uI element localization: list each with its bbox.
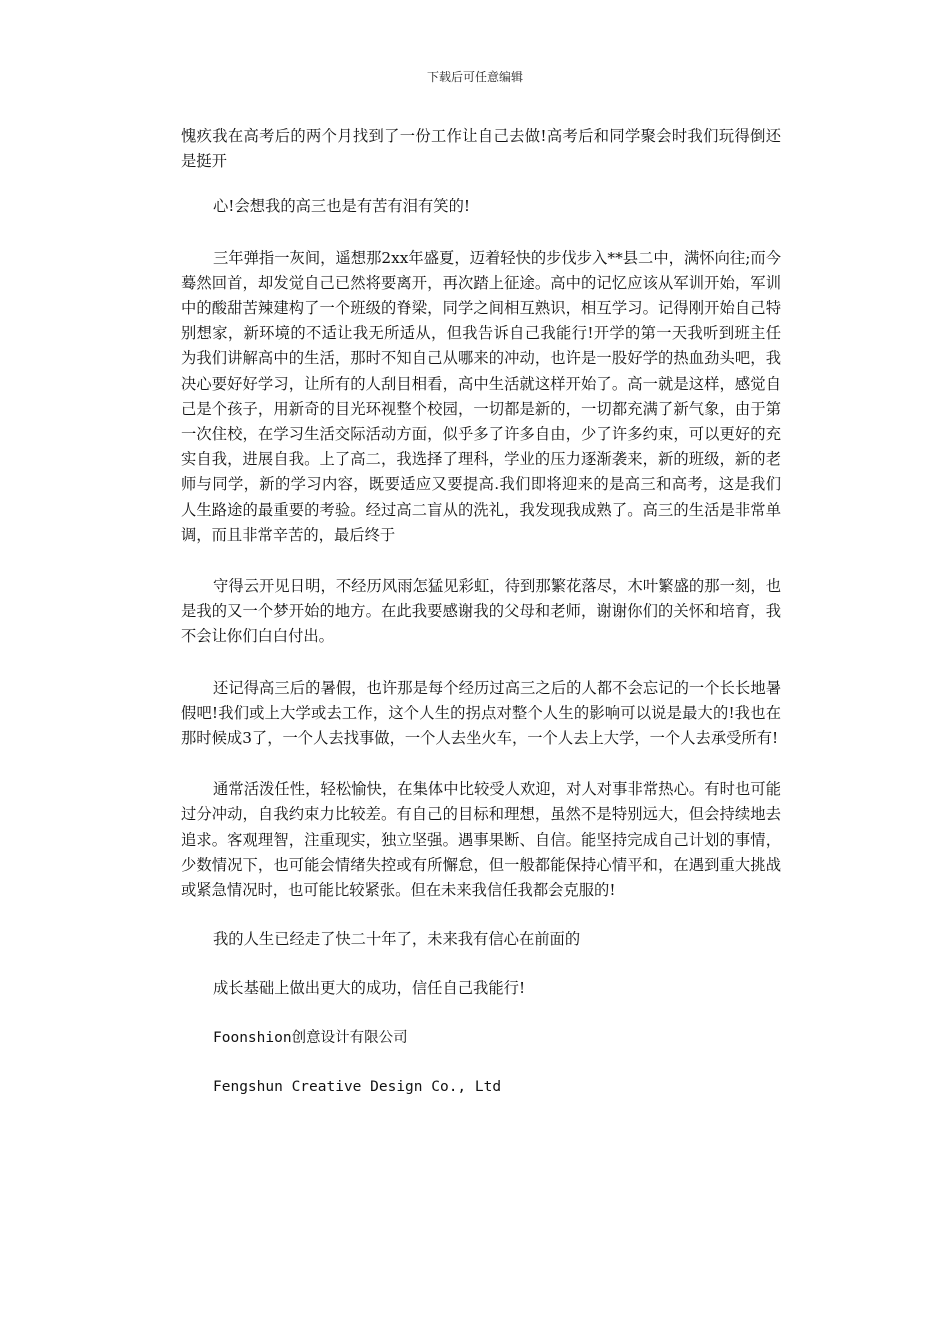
paragraph-4: 守得云开见日明，不经历风雨怎猛见彩虹，待到那繁花落尽，木叶繁盛的那一刻，也是我的又一个梦开始的地方。在此我要感谢我的父母和老师，谢谢你们的关怀和培育，我不会让你们白白付出。 [181,577,781,646]
company-name-english: Fengshun Creative Design Co., Ltd [213,1078,502,1095]
paragraph-3: 三年弹指一灰间，遥想那2xx年盛夏，迈着轻快的步伐步入**县二中，满怀向往;而今蓦然回首，却发觉自己已然将要离开，再次踏上征途。高中的记忆应该从军训开始，军训中的酸甜苦辣建构了一个班级的脊梁，同学之间相互熟识，相互学习。记得刚开始自己特别想家，新环境的不适让我无所适从，但我告诉自己我能行!开学的第一天我听到班主任为我们讲解高中的生活，那时不知自己从哪来的冲动，也许是一股好学的热血劲头吧，我决心要好好学习，让所有的人刮目相看，高中生活就这样开始了。高一就是这样，感觉自己是个孩子，用新奇的目光环视整个校园，一切都是新的，一切都充满了新气象，由于第一次住校，在学习生活交际活动方面，似乎多了许多自由，少了许多约束，可以更好的充实自我，进展自我。上了高二，我选择了理科，学业的压力逐渐袭来，新的班级，新的老师与同学，新的学习内容，既要适应又要提高.我们即将迎来的是高三和高考，这是我们人生路途的最重要的考验。经过高二盲从的洗礼，我发现我成熟了。高三的生活是非常单调，而且非常辛苦的，最后终于 [181,248,781,544]
document-body [181,124,781,1100]
company-name-chinese: Foonshion创意设计有限公司 [213,1029,408,1046]
paragraph-7: 我的人生已经走了快二十年了，未来我有信心在前面的 [213,930,581,949]
paragraph-2: 心!会想我的高三也是有苦有泪有笑的! [213,197,471,216]
paragraph-8: 成长基础上做出更大的成功，信任自己我能行! [213,979,526,998]
paragraph-6: 通常活泼任性，轻松愉快，在集体中比较受人欢迎，对人对事非常热心。有时也可能过分冲动，自我约束力比较差。有自己的目标和理想，虽然不是特别远大，但会持续地去追求。客观理智，注重现实，独立坚强。遇事果断、自信。能坚持完成自己计划的事情，少数情况下，也可能会情绪失控或有所懈怠，但一般都能保持心情平和，在遇到重大挑战或紧急情况时，也可能比较紧张。但在未来我信任我都会克服的! [181,780,781,900]
paragraph-5: 还记得高三后的暑假，也许那是每个经历过高三之后的人都不会忘记的一个长长地暑假吧!我们或上大学或去工作，这个人生的拐点对整个人生的影响可以说是最大的!我也在那时候成3了，一个人去找事做，一个人去坐火车，一个人去上大学，一个人去承受所有! [181,678,781,748]
page-header: 下载后可任意编辑 [426,70,523,84]
paragraph-1: 愧疚我在高考后的两个月找到了一份工作让自己去做!高考后和同学聚会时我们玩得倒还是挺开 [181,127,781,171]
